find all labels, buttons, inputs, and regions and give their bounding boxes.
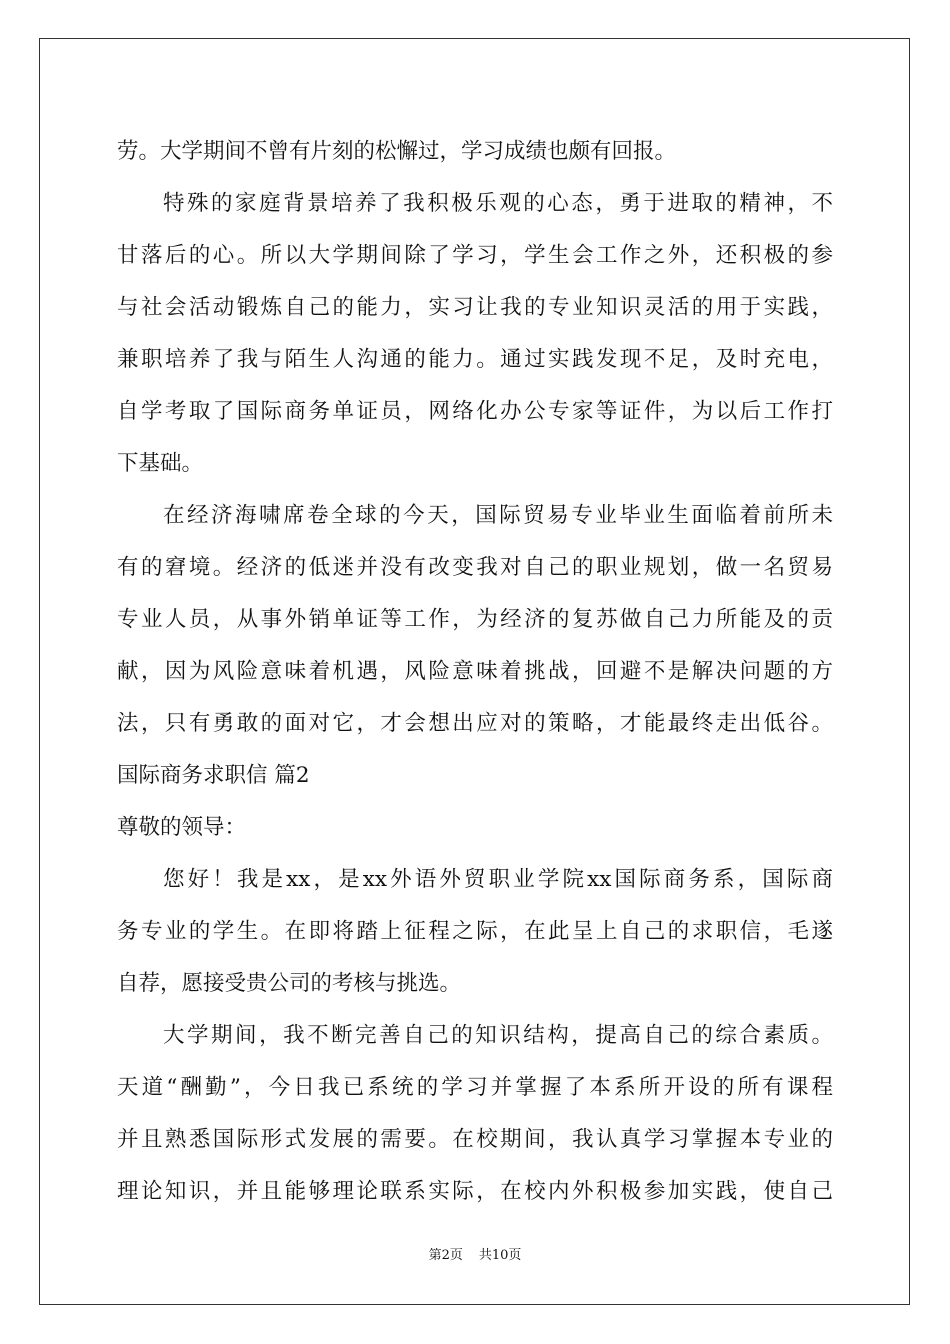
text-line-21: 理论知识，并且能够理论联系实际，在校内外积极参加实践，使自己 bbox=[117, 1179, 833, 1204]
text-line-17: 自荐，愿接受贵公司的考核与挑选。 bbox=[117, 971, 462, 996]
text-line-7: 下基础。 bbox=[117, 451, 204, 476]
text-line-1: 劳。大学期间不曾有片刻的松懈过，学习成绩也颇有回报。 bbox=[117, 139, 677, 164]
text-line-19: 天道“酬勤”，今日我已系统的学习并掌握了本系所开设的所有课程 bbox=[117, 1075, 833, 1100]
text-line-20: 并且熟悉国际形式发展的需要。在校期间，我认真学习掌握本专业的 bbox=[117, 1127, 833, 1152]
section-heading: 国际商务求职信 篇2 bbox=[117, 763, 310, 788]
text-line-6: 自学考取了国际商务单证员，网络化办公专家等证件，为以后工作打 bbox=[117, 399, 833, 424]
text-line-3: 甘落后的心。所以大学期间除了学习，学生会工作之外，还积极的参 bbox=[117, 243, 833, 268]
text-line-18: 大学期间，我不断完善自己的知识结构，提高自己的综合素质。 bbox=[163, 1023, 833, 1048]
text-line-5: 兼职培养了我与陌生人沟通的能力。通过实践发现不足，及时充电， bbox=[117, 347, 833, 372]
document-body bbox=[117, 126, 833, 1218]
text-line-9: 有的窘境。经济的低迷并没有改变我对自己的职业规划，做一名贸易 bbox=[117, 555, 833, 580]
page-total: 共10页 bbox=[478, 1248, 522, 1263]
page-number: 第2页 bbox=[428, 1248, 463, 1263]
text-line-11: 献，因为风险意味着机遇，风险意味着挑战，回避不是解决问题的方 bbox=[117, 659, 833, 684]
text-line-2: 特殊的家庭背景培养了我积极乐观的心态，勇于进取的精神，不 bbox=[163, 191, 833, 216]
text-line-12: 法，只有勇敢的面对它，才会想出应对的策略，才能最终走出低谷。 bbox=[117, 711, 833, 736]
text-line-10: 专业人员，从事外销单证等工作，为经济的复苏做自己力所能及的贡 bbox=[117, 607, 833, 632]
salutation: 尊敬的领导： bbox=[117, 815, 247, 840]
text-line-16: 务专业的学生。在即将踏上征程之际，在此呈上自己的求职信，毛遂 bbox=[117, 919, 833, 944]
page-footer bbox=[0, 1247, 950, 1265]
text-line-8: 在经济海啸席卷全球的今天，国际贸易专业毕业生面临着前所未 bbox=[163, 503, 833, 528]
text-line-4: 与社会活动锻炼自己的能力，实习让我的专业知识灵活的用于实践， bbox=[117, 295, 833, 320]
text-line-15: 您好！我是xx，是xx外语外贸职业学院xx国际商务系，国际商 bbox=[163, 867, 833, 892]
